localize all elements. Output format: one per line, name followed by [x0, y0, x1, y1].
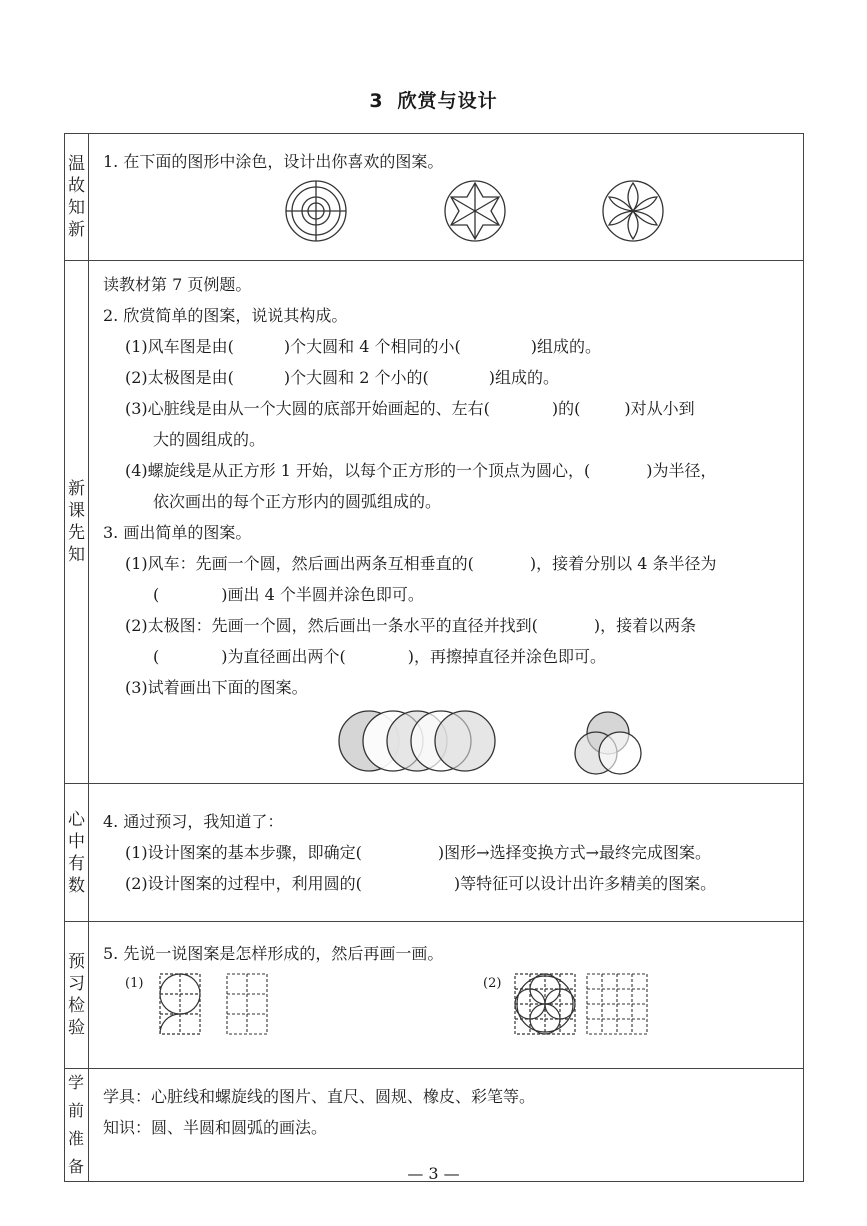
q3-item-1: (1)风车：先画一个圆，然后画出两条互相垂直的( )，接着分别以 4 条半径为 — [125, 554, 717, 573]
prep-knowledge: 知识：圆、半圆和圆弧的画法。 — [103, 1118, 328, 1137]
section-label-review: 温故知新 — [65, 134, 89, 261]
figure-1-label: (1) — [125, 976, 144, 991]
section-check — [65, 922, 804, 1069]
q3-item-2-cont: ( )为直径画出两个( )，再擦掉直径并涂色即可。 — [153, 647, 606, 666]
section-known — [65, 784, 804, 922]
q2-item-4: (4)螺旋线是从正方形 1 开始，以每个正方形的一个顶点为圆心，( )为半径， — [125, 461, 717, 480]
q3-item-1-cont: ( )画出 4 个半圆并涂色即可。 — [153, 585, 424, 604]
intro-line: 读教材第 7 页例题。 — [103, 275, 252, 294]
section-label-prep: 学前 准备 — [65, 1069, 89, 1182]
section-review — [65, 134, 804, 261]
q3-item-2: (2)太极图：先画一个圆，然后画出一条水平的直径并找到( )，接着以两条 — [125, 616, 697, 635]
q2-item-2: (2)太极图是由( )个大圆和 2 个小的( )组成的。 — [125, 368, 560, 387]
q4-item-2: (2)设计图案的过程中，利用圆的( )等特征可以设计出许多精美的图案。 — [125, 874, 717, 893]
overlapping-circles-row-figure — [339, 711, 495, 771]
lesson-title-text: 欣赏与设计 — [397, 90, 498, 112]
prep-tools: 学具：心脏线和螺旋线的图片、直尺、圆规、橡皮、彩笔等。 — [103, 1087, 536, 1106]
drawing-figures — [103, 703, 783, 783]
section-label-check: 预习检验 — [65, 922, 89, 1069]
section-preview — [65, 261, 804, 784]
question-2: 2. 欣赏简单的图案，说说其构成。 — [103, 306, 348, 325]
lesson-number: 3 — [369, 90, 384, 112]
q4-item-1: (1)设计图案的基本步骤，即确定( )图形→选择变换方式→最终完成图案。 — [125, 843, 711, 862]
q2-item-4-cont: 依次画出的每个正方形内的圆弧组成的。 — [153, 492, 442, 511]
question-5: 5. 先说一说图案是怎样形成的，然后再画一画。 — [103, 944, 444, 963]
star-circle-figure — [445, 181, 505, 241]
question-1: 1. 在下面的图形中涂色，设计出你喜欢的图案。 — [103, 152, 444, 171]
question-4: 4. 通过预习，我知道了： — [103, 812, 284, 831]
page-number: — 3 — — [407, 1164, 460, 1183]
section-preview-content — [89, 261, 804, 784]
check-figures — [103, 969, 793, 1047]
section-label-preview: 新课先知 — [65, 261, 89, 784]
flower-grid-example-figure — [515, 974, 575, 1034]
q2-item-3-cont: 大的圆组成的。 — [153, 430, 266, 449]
section-check-content — [89, 922, 804, 1069]
heart-curve-example-figure — [160, 974, 200, 1034]
section-label-known: 心中有数 — [65, 784, 89, 922]
three-circles-figure — [575, 712, 641, 774]
worksheet-table — [64, 133, 804, 1182]
section-review-content — [89, 134, 804, 261]
concentric-circles-figure — [286, 181, 346, 241]
q2-item-3: (3)心脏线是由从一个大圆的底部开始画起的、左右( )的( )对从小到 — [125, 399, 695, 418]
blank-grid-2 — [587, 974, 647, 1034]
q2-item-1: (1)风车图是由( )个大圆和 4 个相同的小( )组成的。 — [125, 337, 602, 356]
question-3: 3. 画出简单的图案。 — [103, 523, 252, 542]
coloring-figures — [103, 177, 783, 247]
flower-circle-figure — [603, 181, 663, 241]
section-known-content — [89, 784, 804, 922]
q3-item-3: (3)试着画出下面的图案。 — [125, 678, 308, 697]
figure-2-label: (2) — [483, 976, 502, 991]
lesson-title — [0, 86, 867, 113]
blank-grid-1 — [227, 974, 267, 1034]
